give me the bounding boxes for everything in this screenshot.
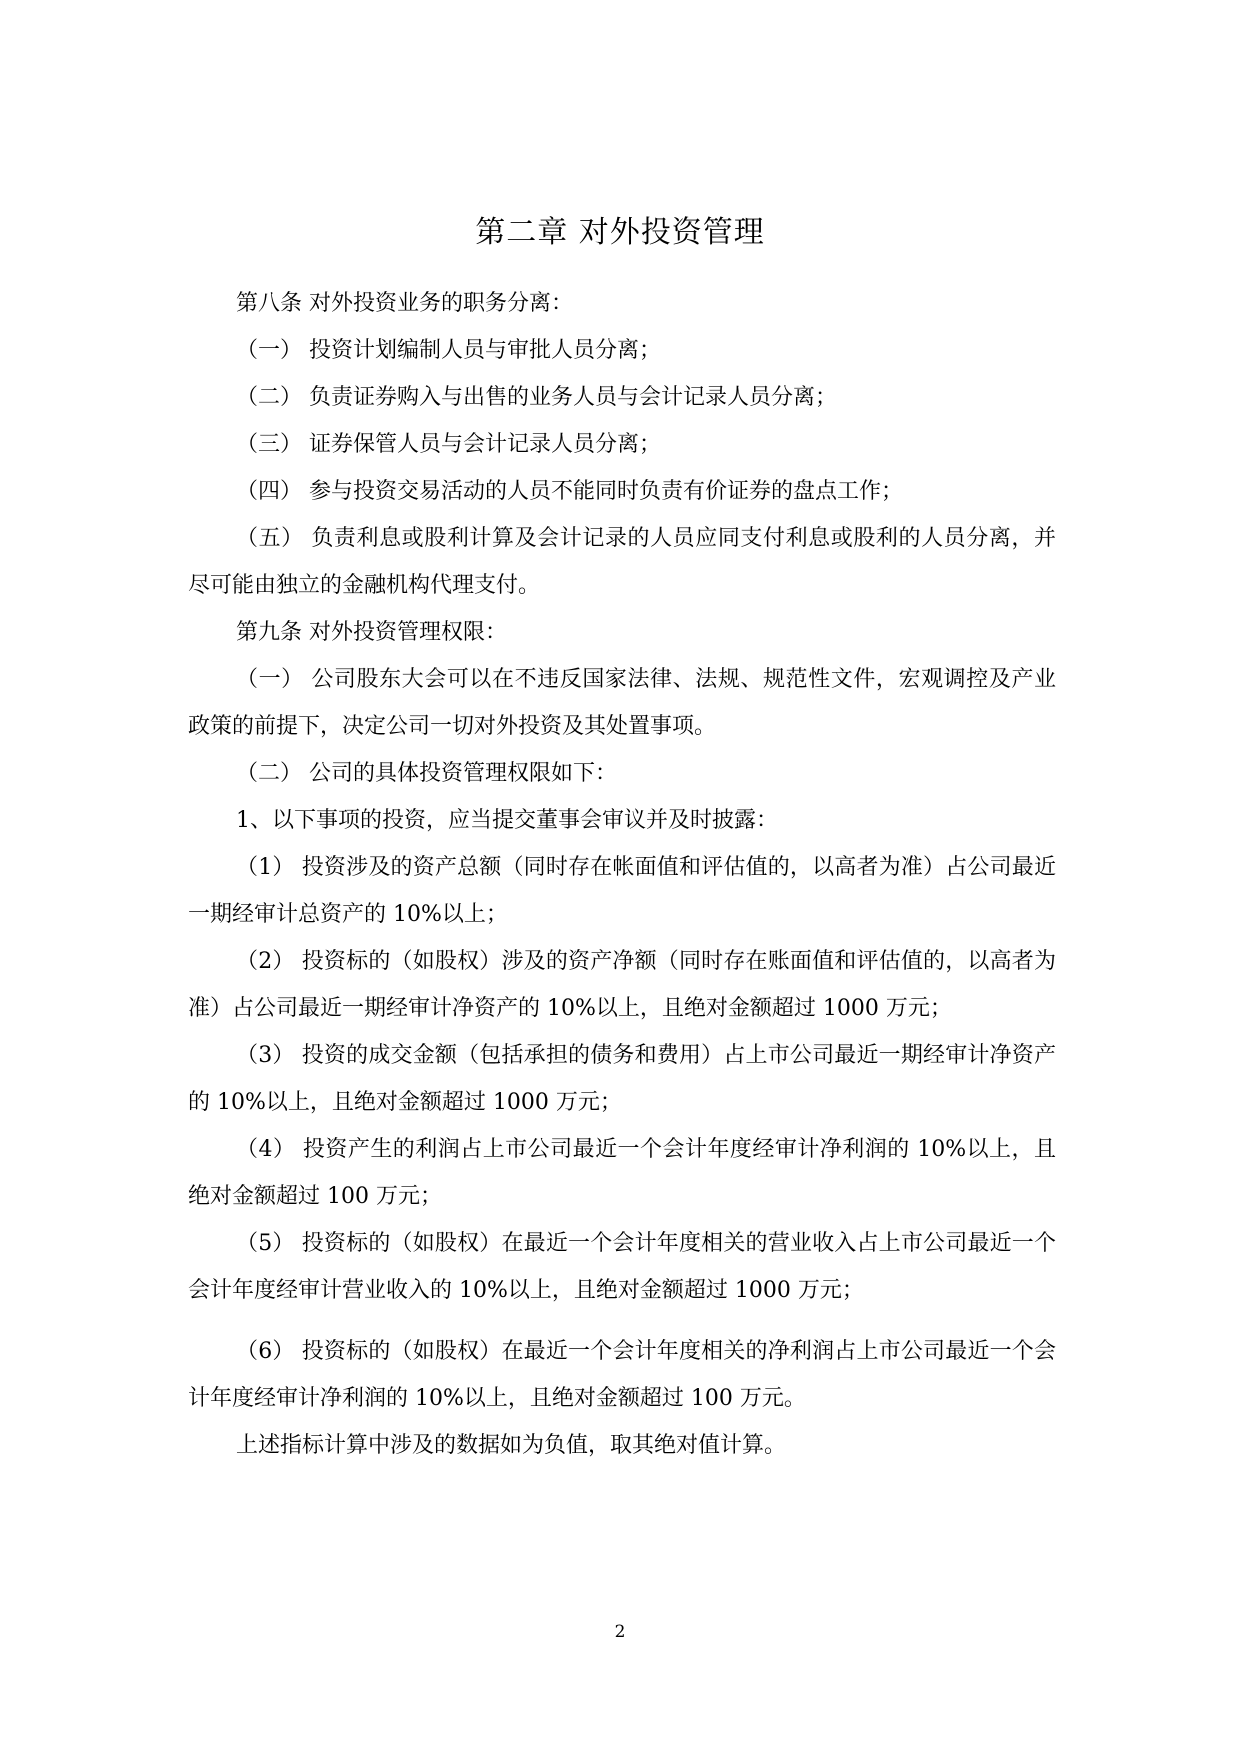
paragraph-9-subitem-1: 1、以下事项的投资，应当提交董事会审议并及时披露：	[236, 808, 778, 833]
page-number: 2	[614, 1622, 626, 1642]
paragraph-criterion-2: （2） 投资标的（如股权）涉及的资产净额（同时存在账面值和评估值的，以高者为准）占公司最近一期经审计净资产的 10%以上，且绝对金额超过 1000 万元；	[188, 949, 1056, 1021]
paragraph-note: 上述指标计算中涉及的数据如为负值，取其绝对值计算。	[236, 1433, 787, 1458]
paragraph-9-item-1: （一） 公司股东大会可以在不违反国家法律、法规、规范性文件，宏观调控及产业政策的前提下，决定公司一切对外投资及其处置事项。	[188, 667, 1056, 739]
paragraph-8-item-2: （二） 负责证券购入与出售的业务人员与会计记录人员分离；	[236, 385, 837, 410]
document-body	[188, 280, 1056, 1469]
paragraph-criterion-3: （3） 投资的成交金额（包括承担的债务和费用）占上市公司最近一期经审计净资产的 10%以上，且绝对金额超过 1000 万元；	[188, 1043, 1056, 1115]
paragraph-criterion-4: （4） 投资产生的利润占上市公司最近一个会计年度经审计净利润的 10%以上，且绝对金额超过 100 万元；	[188, 1137, 1056, 1209]
paragraph-article-8: 第八条 对外投资业务的职务分离：	[236, 291, 573, 316]
paragraph-9-item-2: （二） 公司的具体投资管理权限如下：	[236, 761, 617, 786]
paragraph-criterion-1: （1） 投资涉及的资产总额（同时存在帐面值和评估值的，以高者为准）占公司最近一期经审计总资产的 10%以上；	[188, 855, 1056, 927]
paragraph-criterion-6: （6） 投资标的（如股权）在最近一个会计年度相关的净利润占上市公司最近一个会计年度经审计净利润的 10%以上，且绝对金额超过 100 万元。	[188, 1339, 1056, 1411]
paragraph-8-item-4: （四） 参与投资交易活动的人员不能同时负责有价证券的盘点工作；	[236, 479, 903, 504]
paragraph-8-item-3: （三） 证券保管人员与会计记录人员分离；	[236, 432, 661, 457]
paragraph-criterion-5: （5） 投资标的（如股权）在最近一个会计年度相关的营业收入占上市公司最近一个会计年度经审计营业收入的 10%以上，且绝对金额超过 1000 万元；	[188, 1231, 1056, 1303]
paragraph-8-item-1: （一） 投资计划编制人员与审批人员分离；	[236, 338, 661, 363]
paragraph-article-9: 第九条 对外投资管理权限：	[236, 620, 507, 645]
chapter-title: 第二章 对外投资管理	[475, 215, 765, 250]
paragraph-8-item-5: （五） 负责利息或股利计算及会计记录的人员应同支付利息或股利的人员分离，并尽可能由独立的金融机构代理支付。	[188, 526, 1056, 598]
